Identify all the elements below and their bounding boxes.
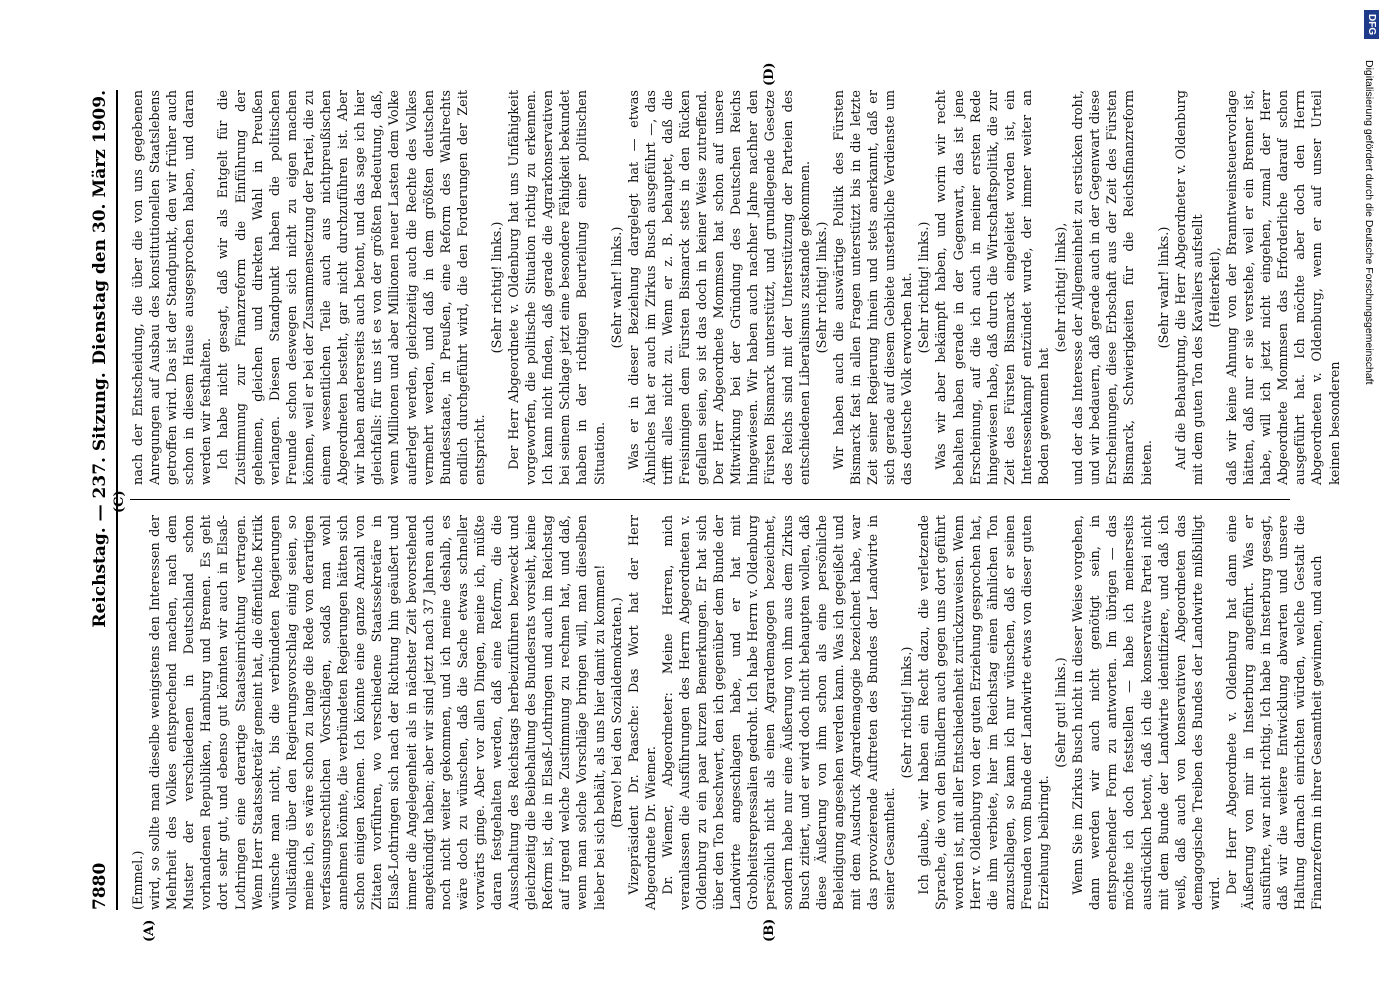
left-column-paragraph: (Bravo! bei den Sozialdemokraten.) [609,597,625,828]
digitization-credit: Digitalisierung gefördert durch die Deutsche Forschungsgemeinschaft [1363,60,1375,385]
margin-marker-d: (D) [761,62,777,86]
left-column-paragraph: Ich glaube, wir haben ein Recht dazu, die verletzende Sprache, die von den Bündlern auch gegen uns dort geführt worden ist, mit aller Entschiedenheit zurückzuweisen. Wenn Herr v. Oldenburg von der guten Erziehung gesprochen hat, die ihm verbiete, hier im Reichstag einen ähnlichen Ton anzuschlagen, so kann ich nur wünschen, daß er seinen Freunden vom Bunde der Landwirte etwas von dieser guten Erziehung beibringt. [916,515,1052,910]
right-column-paragraph: (Sehr richtig! links.) [489,221,505,354]
margin-marker-b: (B) [761,918,777,942]
right-column-paragraph: nach der Entscheidung, die über die von uns gegebenen Anregungen auf Ausbau des konstitutionellen Staatslebens getroffen wird. Das ist der Standpunkt, den wir früher auch schon in diesem Hause ausgesprochen haben, und daran werden wir festhalten. [130,90,214,485]
left-column-paragraph: (Sehr gut! links.) [1053,657,1069,768]
session-date: Dienstag den 30. März 1909. [89,90,110,365]
right-column-paragraph: und der das Interesse der Allgemeinheit zu ersticken droht, und wir bedauern, daß gerade auch in der Gegenwart diese Erscheinungen, diese Erbschaft aus der Zeit des Fürsten Bismarck, Schwierigkeiten für die Reichsfinanzreform bieten. [1070,90,1155,485]
right-column-paragraph: (sehr richtig! links), [1053,222,1069,353]
right-column-paragraph: (Sehr richtig! links.) [814,221,830,354]
margin-marker-c: (C) [111,490,127,513]
right-column-paragraph: daß wir keine Ahnung von der Branntweinsteuervorlage hätten, daß nur er sie verstehe, weil er ein Brenner ist, habe, will ich jetzt nicht eingehen, zumal der Herr Abgeordnete Mommsen das Erforderliche darauf schon ausgeführt hat. Ich möchte aber doch den Herrn Abgeordneten v. Oldenburg, wenn er auf unser Urteil keinen besonderen [1224,90,1343,485]
left-column-paragraph: Dr. Wiemer, Abgeordneter: Meine Herren, mich veranlassen die Ausführungen des Herrn Abgeordneten v. Oldenburg zu ein paar kurzen Bemerkungen. Er hat sich über den Ton beschwert, den ich gegenüber dem Bunde der Landwirte angeschlagen habe, und er hat mit Grobheitsrepressalien gedroht. Ich habe Herrn v. Oldenburg persönlich nicht als einen Agrardemagogen bezeichnet, sondern habe nur eine Äußerung von ihm aus dem Zirkus Busch zitiert, und er wird doch nicht behaupten wollen, daß diese Äußerung von ihm schon als eine persönliche Beleidigung angesehen werden kann. Was ich gegeißelt und mit dem Ausdruck Agrardemagogie bezeichnet habe, war das provozierende Auftreten des Bundes der Landwirte in seiner Gesamtheit. [660,515,898,910]
right-column-paragraph: (Sehr richtig! links.) [916,221,932,354]
left-column-paragraph: Wenn Sie im Zirkus Busch nicht in dieser Weise vorgehen, dann werden wir auch nicht genötigt sein, in entsprechender Form zu antworten. Im übrigen — das möchte ich doch feststellen — habe ich meinerseits ausdrücklich betont, daß ich die konservative Partei nicht mit dem Bunde der Landwirte identifiziere, und daß ich weiß, daß auch von konservativen Abgeordneten das demagogische Treiben des Bundes der Landwirte mißbilligt wird. [1070,515,1223,910]
left-column-paragraph: Der Herr Abgeordnete v. Oldenburg hat dann eine Äußerung von mir in Insterburg angeführt. Was er ausführte, war nicht richtig. Ich habe in Insterburg gesagt, daß wir die weitere Entwicklung abwarten und unsere Haltung darnach einrichten würden, welche Gestalt die Finanzreform in ihrer Gesamtheit gewinnen, und auch [1224,515,1325,910]
page-number: 7880 [89,862,110,910]
right-column-paragraph: Was er in dieser Beziehung dargelegt hat — etwas Ähnliches hat er auch im Zirkus Busch ausgeführt —, das trifft alles nicht zu. Wenn er z. B. behauptet, daß die Freisinnigen dem Fürsten Bismarck stets in den Rücken gefallen seien, so ist das doch in keiner Weise zutreffend. Der Herr Abgeordnete Mommsen hat schon auf unsere Mitwirkung bei der Gründung des Deutschen Reichs hingewiesen. Wir haben auch nachher Jahre nachher den Fürsten Bismarck unterstützt, und grundlegende Gesetze des Reichs sind mit der Unterstützung der Parteien des entschiedenen Liberalismus zustande gekommen. [626,90,813,485]
left-column-paragraph: (Sehr richtig! links.) [899,646,915,779]
right-column-paragraph: Der Herr Abgeordnete v. Oldenburg hat uns Unfähigkeit vorgeworfen, die politische Situation richtig zu erkennen. Ich kann nicht finden, daß gerade die Agrarkonservativen bei seinem Schlage jetzt eine besondere Fähigkeit bekundet haben in der richtigen Beurteilung einer politischen Situation. [506,90,608,485]
left-text-column [130,515,1325,910]
left-column-paragraph: wird, so sollte man dieselbe wenigstens den Interessen der Mehrheit des Volkes entsprechend machen, nach dem Muster der verschiedenen in Deutschland schon vorhandenen Republiken, Hamburg und Bremen. Es geht dort sehr gut, und ebenso gut könnten wir auch in Elsaß-Lothringen eine derartige Staatseinrichtung vertragen. Wenn Herr Staatssekretär gemeint hat, die öffentliche Kritik wünsche man nicht, bis die verbündeten Regierungen vollständig über den Regierungsvorschlag einig seien, so meine ich, es wäre schon zu lange die Rede von derartigen verfassungsrechtlichen Vorschlägen, sodaß man wohl annehmen könnte, die verbündeten Regierungen hätten sich schon einigen können. Ich könnte eine ganze Anzahl von Zitaten vorführen, wo verschiedene Staatssekretäre in Elsaß-Lothringen sich nach der Richtung hin geäußert und immer die Angelegenheit als in nächster Zeit bevorstehend angekündigt haben; aber wir sind jetzt nach 37 Jahren auch noch nicht weiter gekommen, und ich meine deshalb, es wäre doch zu wünschen, daß die Sache etwas schneller vorwärts ginge. Aber vor allen Dingen, meine ich, müßte daran festgehalten werden, daß eine Reform, die die Ausschaltung des Reichstags herbeizuführen bezweckt und gleichzeitig die Beibehaltung des Bundesrats vorsieht, keine Reform ist, die in Elsaß-Lothringen und auch im Reichstag auf irgend welche Zustimmung zu rechnen hat, und daß, wenn man solche Vorschläge bringen will, man dieselben lieber bei sich behält, als uns hier damit zu kommen! [147,515,608,910]
right-column-paragraph: (Sehr wahr! links.) [1156,226,1172,349]
dfg-logo: DFG [1364,10,1379,39]
left-column-paragraph: (Emmel.) [130,850,146,910]
left-column-paragraph: Vizepräsident Dr. Paasche: Das Wort hat der Herr Abgeordnete Dr. Wiemer. [626,515,659,910]
right-column-paragraph: (Heiterkeit), [1207,247,1223,328]
margin-marker-a: (A) [141,919,157,942]
column-divider [130,499,1290,500]
page-title: Reichstag. — 237. Sitzung. [89,372,110,628]
right-text-column [130,90,1343,485]
rotated-page [42,50,1342,950]
right-column-paragraph: Was wir aber bekämpft haben, und worin wir recht behalten haben gerade in der Gegenwart, das ist jene Erscheinung, auf die ich auch in meiner ersten Rede hingewiesen habe, daß durch die Wirtschaftspolitik, die zur Zeit des Fürsten Bismarck eingeleitet worden ist, ein Interessenkampf entzündet wurde, der immer weiter an Boden gewonnen hat [933,90,1052,485]
right-column-paragraph: Auf die Behauptung, die Herr Abgeordneter v. Oldenburg mit dem guten Ton des Kavaliers aufstellt [1173,90,1206,485]
right-column-paragraph: Ich habe nicht gesagt, daß wir als Entgelt für die Zustimmung zur Finanzreform die Einführung der geheimen, gleichen und direkten Wahl in Preußen verlangen. Diesen Standpunkt haben die politischen Freunde schon deswegen sich nicht zu eigen machen können, weil er bei der Zusammensetzung der Partei, die zu einem wesentlichen Teile auch aus nichtpreußischen Abgeordneten besteht, gar nicht durchzuführen ist. Aber wir haben andererseits auch betont, und das sage ich hier gleichfalls: für uns ist es von der größten Bedeutung, daß, wenn Millionen und aber Millionen neuer Lasten dem Volke auferlegt werden, gleichzeitig auch die Rechte des Volkes vermehrt werden, und daß in dem größten deutschen Bundesstaate, in Preußen, eine Reform des Wahlrechts endlich durchgeführt wird, die den Forderungen der Zeit entspricht. [215,90,488,485]
right-column-paragraph: Wir haben auch die auswärtige Politik des Fürsten Bismarck fast in allen Fragen unterstützt bis in die letzte Zeit seiner Regierung hinein und stets anerkannt, daß er sich gerade auf diesem Gebiete unsterbliche Verdienste um das deutsche Volk erworben hat. [831,90,915,485]
right-column-paragraph: (Sehr wahr! links.) [609,226,625,349]
